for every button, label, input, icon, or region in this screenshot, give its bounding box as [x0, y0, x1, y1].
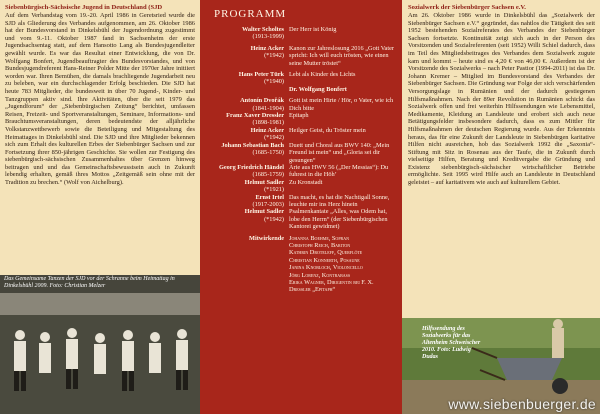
composer-dates: (1685-1750) — [252, 149, 284, 157]
composer: Heinz Acker — [250, 126, 284, 134]
mitwirkende-label: Mitwirkende — [249, 234, 284, 242]
piece: Kanon zur Jahreslosung 2016 „Gott Vater spricht: Ich will euch trösten, wie einen seine Mutter tröstet“ — [289, 44, 394, 67]
right-heading: Sozialwerk der Siebenbürger Sachsen e.V. — [408, 4, 526, 11]
composer: Ernst Irtel — [255, 193, 284, 201]
program-row — [206, 179, 396, 194]
program-row — [206, 142, 396, 164]
composer: Johann Sebastian Bach — [221, 141, 284, 149]
performer: Kathrin Droteleff, Querflöte — [289, 249, 363, 257]
composer: Walter Scholtes — [241, 26, 284, 33]
piece: Lebt als Kinder des Lichts — [289, 71, 356, 79]
composer: Franz Xaver Dressler — [226, 112, 284, 120]
composer: Hans Peter Türk — [238, 71, 284, 79]
composer: Helmut Sadler — [244, 178, 284, 186]
composer-dates: (*1942) — [264, 134, 284, 142]
performer: Christian Konnerth, Posaune — [289, 256, 360, 264]
piece: Der Herr ist König — [289, 26, 337, 33]
right-body: Am 26. Oktober 1986 wurde in Dinkelsbühl das „Sozialwerk der Siebenbürger Sachsen e.V.“ gegründet, das nahtlos die Tätigkeit des seit 1952 bestehenden Sozialreferates des Verbandes der Siebenbürger Sachsen fortsetzte. Kontinuität zeigt sich auch in der Person des Vorsitzenden und Sozialreferenten (seit 1952) Willi Schiel dadurch, dass im Teil des Mitgliedsbeitrages des Verbandes dem Sozialwerk zugute kam und kommt – heute sind es 4,20 € von 46,00 €. Außerdem ist der Vorsitzende des Sozialwerks – nach Peter Pastior (1994-2011) ist das Dr. Johann Kremer – Mitglied im Bundesvorstand des Verbandes der Siebenbürger Sachsen. Die Gründung war Folge der sich verschärfenden Versorgungslage in Rumänien und der dadurch gestiegenen Hilfsmaßnahmen. Nach der 89er Revolution in Rumänien schickt das Sozialwerk offen und frei weiterhin Hilfssendungen wie Lebensmittel, Medikamente, Kleidung an Landsleute und erobert sich auch neue Betätigungsfelder insbesondere dadurch, dass es zum Mittler für Hilfsmaßnahmen der deutschen Regierung wurde. Aus der Erkenntnis heraus, das für eine Zukunft der Landsleute in Siebenbürgen karitative Hilfen nicht ausreichen, hob das Sozialwerk 1992 die „Saxonia“-Stiftung mit Sitz in Rosenau aus der Taufe, die in Zukunft durch vielseitige Hilfen, Beratung und Kreditvergabe die Gründung und Existenz siebenbürgisch-sächsischer wirtschaftlicher Betriebe ermöglichte. Seit 1995 wird Hilfe auch an Landsleute in Deutschland geleistet – auf karitativem wie auch auf kulturellem Gebiet. — [408, 12, 595, 187]
program-column — [200, 0, 402, 414]
composer-dates: (1913-1999) — [252, 33, 284, 41]
program-row — [206, 71, 396, 86]
piece: Das macht, es hat die Nachtigall Sonne, leuchte mir ins Herz hinein — [289, 193, 390, 208]
speaker: Dr. Wolfgang Bonfert — [289, 85, 347, 93]
piece: Zu Kronstadt — [289, 178, 323, 186]
piece: Psalmenkantate „Alles, was Odem hat, lobe den Herrn“ (der Siebenbürgischen Kantorei gewidmet) — [289, 208, 388, 231]
piece: Heilger Geist, du Tröster mein — [289, 126, 366, 134]
piece: Epitaph — [289, 112, 309, 120]
mitwirkende-section — [206, 235, 396, 294]
watermark: www.siebenbuerger.de — [448, 396, 596, 412]
performer: Janina Knobloch, Violoncello — [289, 264, 363, 272]
composer-dates: (1917-2003) — [252, 200, 284, 208]
program-row — [206, 26, 396, 41]
piece: Arie aus HWV 56 („Der Messias“): Du fuhrest in die Höh’ — [289, 163, 389, 179]
composer: Georg Friedrich Händel — [218, 163, 284, 171]
composer-dates: (*1921) — [264, 186, 284, 194]
composer-dates: (*1942) — [264, 52, 284, 60]
dance-photo-caption: Das Gemeinsame Tanzen der SJD vor der Schranne beim Heimattag in Dinkelsbühl 2009. Foto: Christian Melzer — [4, 276, 175, 289]
composer-dates: (1841-1904) — [252, 104, 284, 112]
program-row — [206, 194, 396, 209]
left-heading: Siebenbürgisch-Sächsische Jugend in Deutschland (SJD — [5, 4, 163, 11]
program-row-speaker — [206, 86, 396, 93]
performer-list — [289, 235, 396, 294]
dance-photo-image — [0, 275, 200, 414]
program-row — [206, 208, 396, 230]
performer: Erika Wagner, Dirigentin bei F. X. Dressler „Epitaph“ — [289, 279, 374, 294]
program-row — [206, 164, 396, 179]
program-row — [206, 112, 396, 127]
wheelbarrow-photo-caption: Hilfssendung des Sozialwerks für das Altenheim Schweischer 2010. Foto: Ludwig Dudas — [422, 326, 481, 360]
program-row — [206, 97, 396, 112]
composer: Heinz Acker — [250, 44, 284, 52]
program-row — [206, 127, 396, 142]
performer: Jörg Lorenz, Kontrabass — [289, 271, 351, 279]
composer: Helmut Sadler — [244, 208, 284, 216]
composer-dates: (*1940) — [264, 78, 284, 86]
piece: Gott ist mein Hirte / Hör, o Vater, wie ich Dich bitte — [289, 97, 394, 112]
performer: Christoph Reich, Bariton — [289, 241, 351, 249]
composer-dates: (1898-1981) — [252, 119, 284, 127]
dance-photo — [0, 275, 200, 414]
piece: Duett und Choral aus BWV 140: „Mein Freund ist mein“ und „Gloria sei dir gesungen“ — [289, 141, 390, 164]
composer-dates: (1685-1759) — [252, 171, 284, 179]
composer: Antonín Dvořák — [240, 97, 284, 105]
left-body: Auf dem Verbandstag vom 19.-20. April 1986 in Geretsried wurde die SJD als Gliederung des Verbandes aufgenommen, am 26. Oktober 1986 hat der Bundesvorstand in Dinkelsbühl der Jugendordnung zugestimmt und vom 9.-11. Oktober 1987 fand in Sachsenheim der erste Jugendsachsentag statt, auf dem Hansotto Lang als Bundesjugendleiter gewählt wurde. Es war das Resultat einer Entwicklung, die von Dr. Wolfgang Bonfert, Jugendbeauftragter des Bundesvorstandes, und von Bundesjugendreferent Hans-Reiner Polder Mitte der 1970er Jahre initiiert worden war. Ihren Bemühen, die damals brachliegende Jugendarbeit neu zu beleben, war ein durchschlagender Erfolg beschieden. Die SJD hat heute 783 Mitglieder, die bundesweit in über 70 Jugend-, Kinder- und Tanzgruppen aktiv sind. Ihre Aktivitäten, über die seit 1979 das „Jugendforum“ der „Siebenbürgischen Zeitung“ berichtet, umfassen Reisen, Freizeit- und Sportveranstaltungen, Seminare, Informations- und Brauchtumsveranstaltungen, deren bedeutendste der alljährliche Volkstanzwettbewerb sowie die Beteiligung und Mitgestaltung des Heimattages in Dinkelsbühl sind. Die SJD und ihre Mitglieder bekennen sich zum Erhalt des kulturellen Erbes der Siebenbürger Sachsen und zur Fortsetzung ihrer 850-jährigen Geschichte. Sie wollen zur Festigung des siebenbürgisch-sächsischen Zusammenhaltes über Grenzen hinweg beitragen und und das Gemeinschaftsbewusstsein auch in Zukunft lebendig erhalten, gemäß ihres Mottos „Zeitgemäß sein ohne mit der Tradition zu brechen.“ (Wolf von Aichelburg). — [5, 12, 195, 187]
program-row — [206, 45, 396, 67]
program-title: PROGRAMM — [214, 8, 287, 20]
performer: Johanna Boehme, Sopran — [289, 234, 349, 242]
composer-dates: (*1942) — [264, 215, 284, 223]
